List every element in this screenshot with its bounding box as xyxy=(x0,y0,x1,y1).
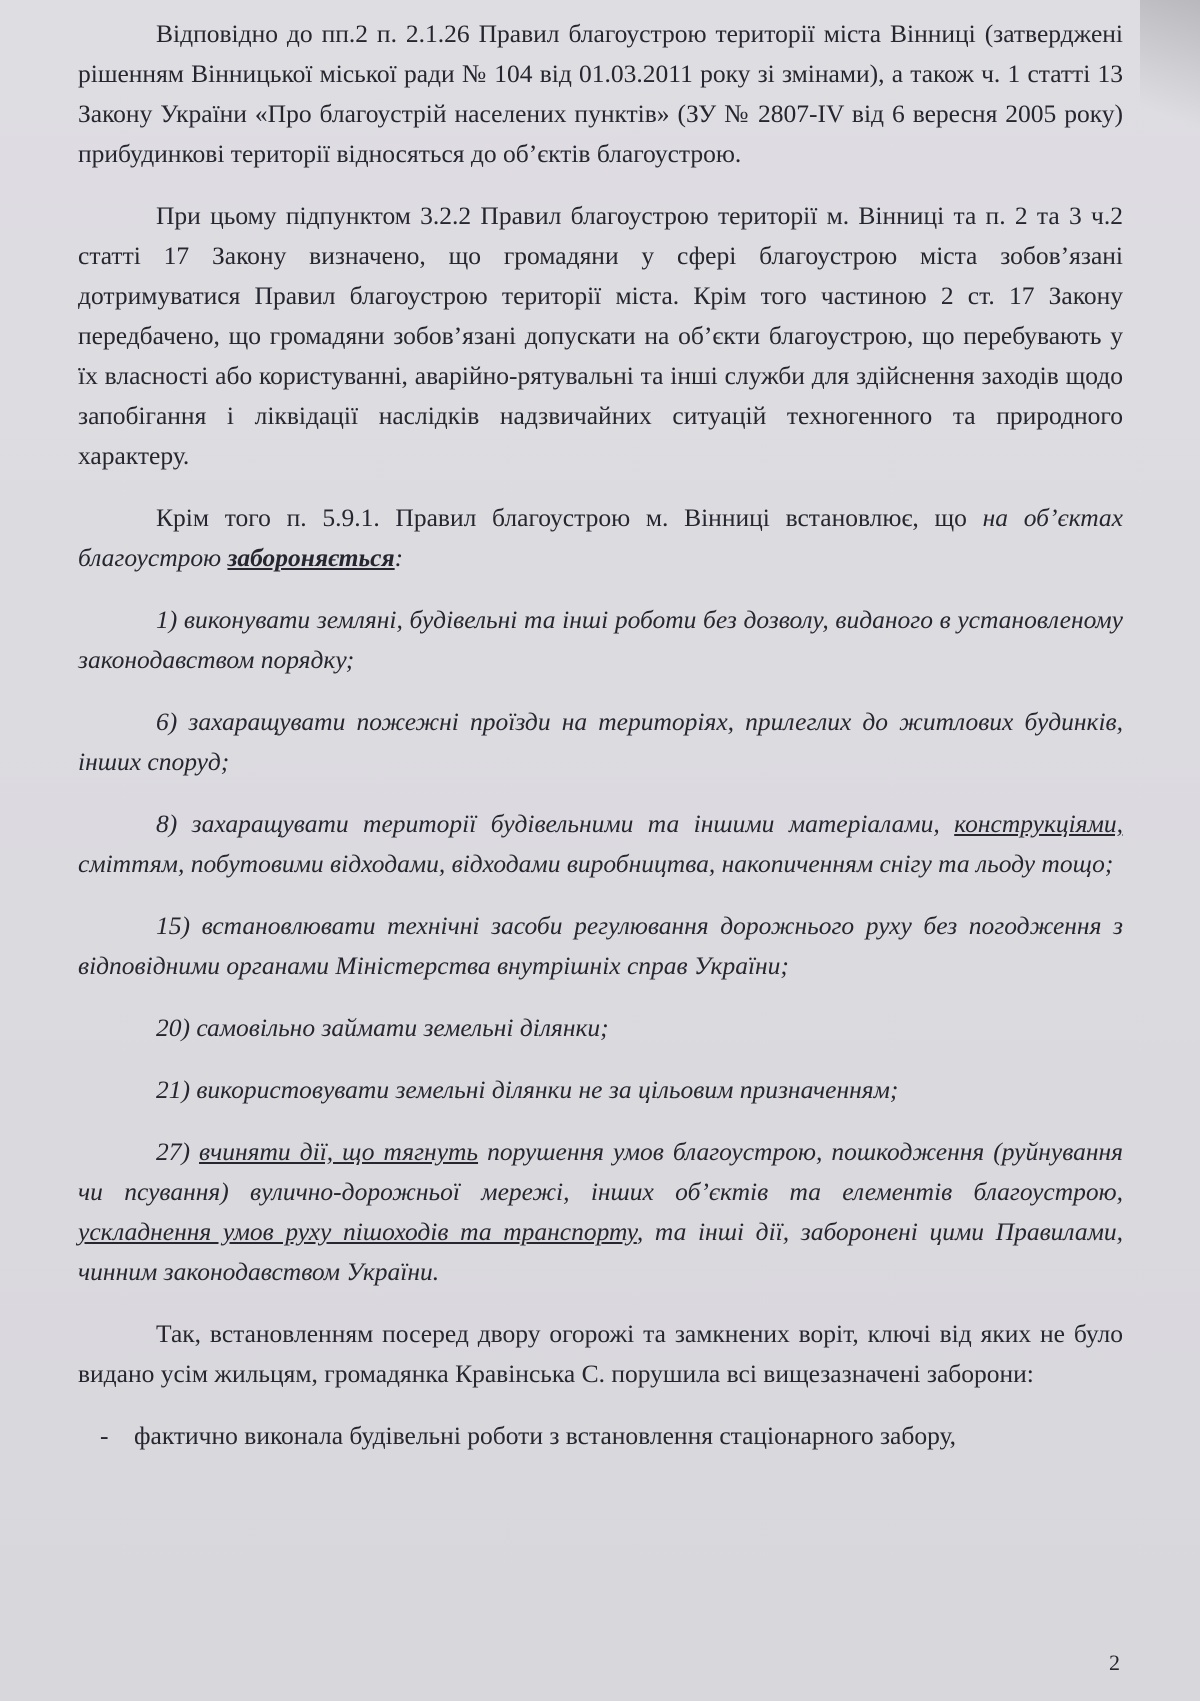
paragraph-3-text: Крім того п. 5.9.1. Правил благоустрою м. Вінниці встановлює, що xyxy=(156,503,983,532)
rule-item-21: 21) використовувати земельні ділянки не за цільовим призначенням; xyxy=(156,1075,899,1104)
prohibited-emphasis: забороняється xyxy=(227,543,395,572)
rule-item-27-underlined-1: вчиняти дії, що тягнуть xyxy=(199,1137,479,1166)
rule-item-27 xyxy=(78,1132,1123,1292)
bullet-dash: - xyxy=(100,1421,109,1450)
paragraph-1: Відповідно до пп.2 п. 2.1.26 Правил благоустрою території міста Вінниці (затверджені рішенням Вінницької міської ради № 104 від 01.03.2011 року зі змінами), а також ч. 1 статті 13 Закону України «Про благоустрій населених пунктів» (ЗУ № 2807-IV від 6 вересня 2005 року) прибудинкові території відносяться до об’єктів благоустрою. xyxy=(78,19,1123,168)
rule-item-27-underlined-2: ускладнення умов руху пішоходів та транспорту xyxy=(78,1217,637,1246)
rule-item-1: 1) виконувати земляні, будівельні та інші роботи без дозволу, виданого в установленому законодавством порядку; xyxy=(78,605,1123,674)
rule-item-8-text-a: 8) захаращувати території будівельними та іншими матеріалами, xyxy=(156,809,955,838)
rule-item-15: 15) встановлювати технічні засоби регулювання дорожнього руху без погодження з відповідними органами Міністерства внутрішніх справ України; xyxy=(78,911,1123,980)
rule-item-6: 6) захаращувати пожежні проїзди на територіях, прилеглих до житлових будинків, інших споруд; xyxy=(78,707,1123,776)
document-body xyxy=(78,14,1123,1456)
paragraph-3-colon: : xyxy=(394,543,404,572)
rule-item-27-text-b: порушення умов благоустрою, пошкодження (руйнування чи псування) вулично-дорожньої мережі, інших об’єктів та елементів благоустрою, xyxy=(78,1137,1123,1206)
bullet-item-1 xyxy=(78,1416,1123,1456)
rule-item-27-text-c: , та інші дії, заборонені цими Правилами, чинним законодавством України. xyxy=(78,1217,1123,1286)
paragraph-3 xyxy=(78,498,1123,578)
page-number: 2 xyxy=(1109,1650,1120,1675)
page-edge-shadow xyxy=(1140,0,1200,160)
rule-item-8 xyxy=(78,804,1123,884)
paragraph-2: При цьому підпунктом 3.2.2 Правил благоустрою території м. Вінниці та п. 2 та 3 ч.2 статті 17 Закону визначено, що громадяни у сфері благоустрою міста зобов’язані дотримуватися Правил благоустрою території міста. Крім того частиною 2 ст. 17 Закону передбачено, що громадяни зобов’язані допускати на об’єкти благоустрою, що перебувають у їх власності або користуванні, аварійно-рятувальні та інші служби для здійснення заходів щодо запобігання і ліквідації наслідків надзвичайних ситуацій техногенного та природного характеру. xyxy=(78,201,1123,470)
rule-item-27-number: 27) xyxy=(156,1137,200,1166)
rule-item-20: 20) самовільно займати земельні ділянки; xyxy=(156,1013,609,1042)
rule-item-8-underlined: конструкціями, xyxy=(954,809,1123,838)
paragraph-4: Так, встановленням посеред двору огорожі та замкнених воріт, ключі від яких не було видано усім жильцям, громадянка Кравінська С. порушила всі вищезазначені заборони: xyxy=(78,1319,1123,1388)
bullet-item-1-text: фактично виконала будівельні роботи з встановлення стаціонарного забору, xyxy=(134,1421,957,1450)
rule-item-8-text-b: сміттям, побутовими відходами, відходами виробництва, накопиченням снігу та льоду тощо; xyxy=(78,849,1114,878)
paragraph-3-italic: на об’єктах благоустрою xyxy=(78,503,1123,572)
